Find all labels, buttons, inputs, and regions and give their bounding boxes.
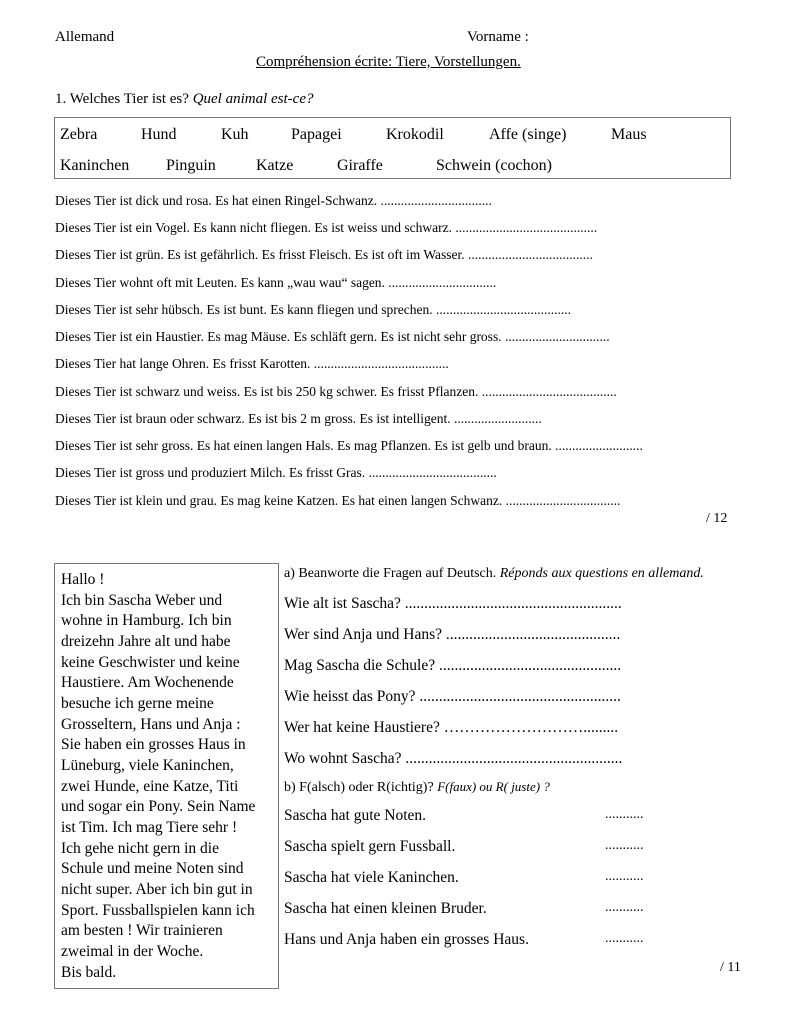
letter-line: Haustiere. Am Wochenende — [61, 674, 234, 691]
letter-line: Hallo ! — [61, 571, 105, 588]
subject-label: Allemand — [55, 29, 115, 45]
animal-riddle: Dieses Tier ist gross und produziert Milch. Es frisst Gras. ...................................... — [55, 465, 497, 480]
exercise2-score: / 11 — [720, 960, 741, 975]
question-line: Wie alt ist Sascha? ........................................................ — [284, 595, 622, 612]
word-bank-item: Papagei — [291, 126, 342, 143]
exercise1-prompt-fr: Quel animal est-ce? — [192, 91, 314, 107]
letter-line: Grosseltern, Hans und Anja : — [61, 716, 241, 733]
letter-text-box — [54, 563, 279, 989]
question-line: Mag Sascha die Schule? ............................................... — [284, 657, 622, 674]
letter-line: zweimal in der Woche. — [61, 943, 204, 960]
exercise2b-prompt-fr: F(faux) ou R( juste) ? — [437, 779, 550, 794]
word-bank-item: Pinguin — [166, 157, 216, 174]
question-line: Wie heisst das Pony? .................................................... — [284, 688, 621, 705]
word-bank-item: Krokodil — [386, 126, 444, 143]
page-title: Compréhension écrite: Tiere, Vorstellungen. — [256, 54, 521, 70]
letter-line: Bis bald. — [61, 964, 117, 981]
letter-line: zwei Hunde, eine Katze, Titi — [61, 778, 239, 795]
animal-riddle: Dieses Tier ist sehr gross. Es hat einen langen Hals. Es mag Pflanzen. Es ist gelb und braun. .......................... — [55, 438, 643, 453]
word-bank-box — [54, 117, 731, 179]
word-bank-item: Katze — [256, 157, 294, 174]
exercise1-prompt — [55, 91, 314, 108]
letter-line: Ich bin Sascha Weber und — [61, 592, 223, 609]
exercise2b-prompt-de: b) F(alsch) oder R(ichtig)? — [284, 780, 434, 795]
animal-riddle: Dieses Tier hat lange Ohren. Es frisst Karotten. ........................................ — [55, 356, 449, 371]
letter-line: ist Tim. Ich mag Tiere sehr ! — [61, 819, 238, 836]
true-false-statement: Sascha spielt gern Fussball. — [284, 838, 456, 855]
exercise2a-prompt-fr: Réponds aux questions en allemand. — [499, 566, 704, 581]
true-false-statement: Sascha hat einen kleinen Bruder. — [284, 900, 487, 917]
letter-line: Schule und meine Noten sind — [61, 860, 244, 877]
exercise2a-prompt — [284, 566, 704, 582]
exercise2b-prompt — [284, 779, 550, 796]
animal-riddle: Dieses Tier ist sehr hübsch. Es ist bunt. Es kann fliegen und sprechen. ........................................ — [55, 302, 571, 317]
letter-line: Ich gehe nicht gern in die — [61, 840, 219, 857]
word-bank-item: Kaninchen — [60, 157, 130, 174]
true-false-answer-blank: ........... — [605, 838, 644, 853]
animal-riddle: Dieses Tier ist schwarz und weiss. Es ist bis 250 kg schwer. Es frisst Pflanzen. ........................................ — [55, 384, 617, 399]
animal-riddle: Dieses Tier ist braun oder schwarz. Es ist bis 2 m gross. Es ist intelligent. .......................... — [55, 411, 542, 426]
letter-line: nicht super. Aber ich bin gut in — [61, 881, 253, 898]
letter-line: besuche ich gerne meine — [61, 695, 214, 712]
true-false-statement: Hans und Anja haben ein grosses Haus. — [284, 931, 529, 948]
true-false-answer-blank: ........... — [605, 807, 644, 822]
word-bank-item: Hund — [141, 126, 177, 143]
letter-line: und sogar ein Pony. Sein Name — [61, 798, 256, 815]
word-bank-item: Zebra — [60, 126, 98, 143]
letter-line: Sport. Fussballspielen kann ich — [61, 902, 255, 919]
word-bank-item: Maus — [611, 126, 647, 143]
exercise1-prompt-de: 1. Welches Tier ist es? — [55, 91, 189, 107]
question-line: Wo wohnt Sascha? ........................................................ — [284, 750, 623, 767]
letter-line: Lüneburg, viele Kaninchen, — [61, 757, 234, 774]
letter-line: dreizehn Jahre alt und habe — [61, 633, 231, 650]
true-false-answer-blank: ........... — [605, 931, 644, 946]
letter-line: am besten ! Wir trainieren — [61, 922, 223, 939]
animal-riddle: Dieses Tier ist dick und rosa. Es hat einen Ringel-Schwanz. ................................. — [55, 193, 492, 208]
true-false-statement: Sascha hat gute Noten. — [284, 807, 427, 824]
exercise2a-prompt-de: a) Beanworte die Fragen auf Deutsch. — [284, 566, 497, 581]
letter-line: Sie haben ein grosses Haus in — [61, 736, 246, 753]
word-bank-item: Giraffe — [337, 157, 383, 174]
true-false-answer-blank: ........... — [605, 900, 644, 915]
true-false-answer-blank: ........... — [605, 869, 644, 884]
animal-riddle: Dieses Tier ist ein Haustier. Es mag Mäuse. Es schläft gern. Es ist nicht sehr gross. ............................... — [55, 329, 610, 344]
animal-riddle: Dieses Tier wohnt oft mit Leuten. Es kann „wau wau“ sagen. ................................ — [55, 275, 497, 290]
animal-riddle: Dieses Tier ist klein und grau. Es mag keine Katzen. Es hat einen langen Schwanz. .................................. — [55, 493, 621, 508]
word-bank-item: Schwein (cochon) — [436, 157, 552, 174]
word-bank-item: Kuh — [221, 126, 249, 143]
word-bank-item: Affe (singe) — [489, 126, 567, 143]
animal-riddle: Dieses Tier ist ein Vogel. Es kann nicht fliegen. Es ist weiss und schwarz. .......................................... — [55, 220, 598, 235]
letter-line: wohne in Hamburg. Ich bin — [61, 612, 232, 629]
question-line: Wer sind Anja und Hans? ............................................. — [284, 626, 621, 643]
firstname-label: Vorname : — [467, 29, 529, 45]
question-line: Wer hat keine Haustiere? ………………………......... — [284, 719, 619, 736]
true-false-statement: Sascha hat viele Kaninchen. — [284, 869, 459, 886]
animal-riddle: Dieses Tier ist grün. Es ist gefährlich. Es frisst Fleisch. Es ist oft im Wasser. ..................................... — [55, 247, 593, 262]
exercise1-score: / 12 — [706, 511, 728, 526]
letter-line: keine Geschwister und keine — [61, 654, 240, 671]
